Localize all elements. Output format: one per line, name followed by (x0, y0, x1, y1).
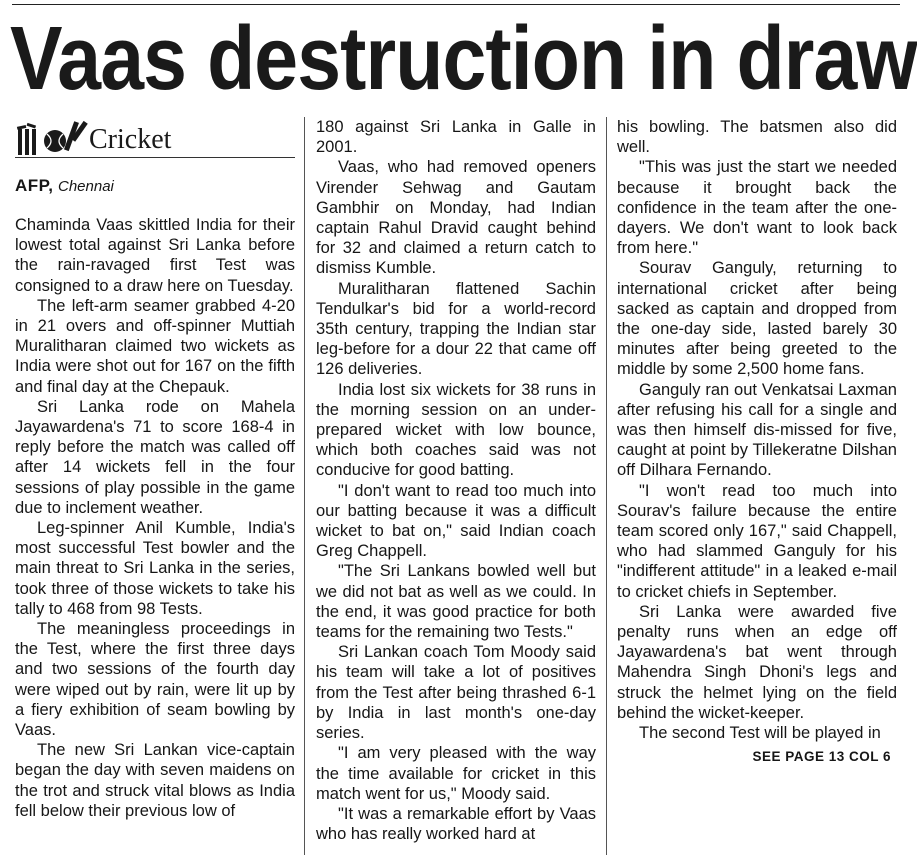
cricket-stumps-ball-icon (15, 119, 85, 157)
byline (15, 176, 295, 197)
paragraph: Leg-spinner Anil Kumble, India's most successful Test bowler and the main threat to Sri Lanka in the series, took three of those wickets to take his tally to 468 from 98 Tests. (15, 519, 295, 618)
paragraph: Sri Lanka rode on Mahela Jayawardena's 71 to score 168-4 in reply before the match was called off after 14 wickets fell in the four sessions of play possible in the game due to inclement weather. (15, 397, 295, 517)
continued-jump-line: SEE PAGE 13 COL 6 (752, 749, 891, 765)
paragraph: "It was a remarkable effort by Vaas who has really worked hard at (316, 804, 596, 844)
paragraph: Sri Lankan coach Tom Moody said his team will take a lot of positives from the Test after being thrashed 6-1 by India in last month's one-day series. (316, 643, 596, 743)
paragraph: India lost six wickets for 38 runs in the morning session on an under-prepared wicket with low bounce, which both coaches said was not conducive for good batting. (316, 380, 596, 480)
paragraph: The second Test will be played in (639, 724, 881, 743)
byline-agency: AFP, (15, 176, 54, 195)
column-divider (606, 117, 607, 855)
article-column-3 (617, 117, 897, 855)
column-divider (304, 117, 305, 855)
paragraph: Vaas, who had removed openers Virender Sehwag and Gautam Gambhir on Monday, had Indian captain Rahul Dravid caught behind for 32 and claimed a return catch to dismiss Kumble. (316, 158, 596, 278)
paragraph: "I won't read too much into Sourav's failure because the entire team scored only 167," said Chappell, who had slammed Ganguly for his "indifferent attitude" in a leaked e-mail to cricket chiefs in September. (617, 481, 897, 601)
paragraph: Sri Lanka were awarded five penalty runs when an edge off Jayawardena's bat went through Mahendra Singh Dhoni's legs and struck the helmet lying on the field behind the wicket-keeper. (617, 602, 897, 722)
section-header (15, 117, 295, 158)
paragraph: "I am very pleased with the way the time available for cricket in this match went for us," Moody said. (316, 744, 596, 803)
paragraph: 180 against Sri Lanka in Galle in 2001. (316, 118, 596, 157)
paragraph: Ganguly ran out Venkatsai Laxman after refusing his call for a single and was then himself dis-missed for five, caught at point by Tillekeratne Dilshan off Dilhara Fernando. (617, 380, 897, 480)
paragraph: The left-arm seamer grabbed 4-20 in 21 overs and off-spinner Muttiah Muralitharan claimed two wickets as India were shot out for 167 on the fifth and final day at the Chepauk. (15, 296, 295, 396)
paragraph: The meaningless proceedings in the Test, where the first three days and two sessions of the fourth day were wiped out by rain, were lit up by a fiery exhibition of seam bowling by Vaas. (15, 620, 295, 740)
byline-city: Chennai (58, 178, 114, 195)
top-rule (12, 4, 900, 5)
paragraph: Chaminda Vaas skittled India for their lowest total against Sri Lanka before the rain-ravaged first Test was consigned to a draw here on Tuesday. (15, 216, 295, 295)
paragraph: The new Sri Lankan vice-captain began the day with seven maidens on the trot and struck vital blows as India fell below their previous low of (15, 741, 295, 820)
headline: Vaas destruction in draw (10, 9, 917, 109)
paragraph: Sourav Ganguly, returning to international cricket after being sacked as captain and dropped from the one-day side, lasted barely 30 minutes after being greeted to the middle by some 2,500 home fans. (617, 259, 897, 379)
paragraph: Muralitharan flattened Sachin Tendulkar's bid for a world-record 35th century, trapping the Indian star leg-before for a dour 22 that came off 126 deliveries. (316, 279, 596, 379)
paragraph: "This was just the start we needed because it brought back the confidence in the team after the one-dayers. We don't want to look back from here." (617, 158, 897, 258)
article-column-2 (316, 117, 596, 855)
paragraph: "I don't want to read too much into our batting because it was a difficult wicket to bat on," said Indian coach Greg Chappell. (316, 481, 596, 561)
article-column-1 (15, 117, 295, 855)
section-label: Cricket (89, 124, 172, 155)
paragraph: "The Sri Lankans bowled well but we did not bat as well as we could. In the end, it was good practice for both teams for the remaining two Tests." (316, 562, 596, 642)
paragraph: his bowling. The batsmen also did well. (617, 118, 897, 157)
